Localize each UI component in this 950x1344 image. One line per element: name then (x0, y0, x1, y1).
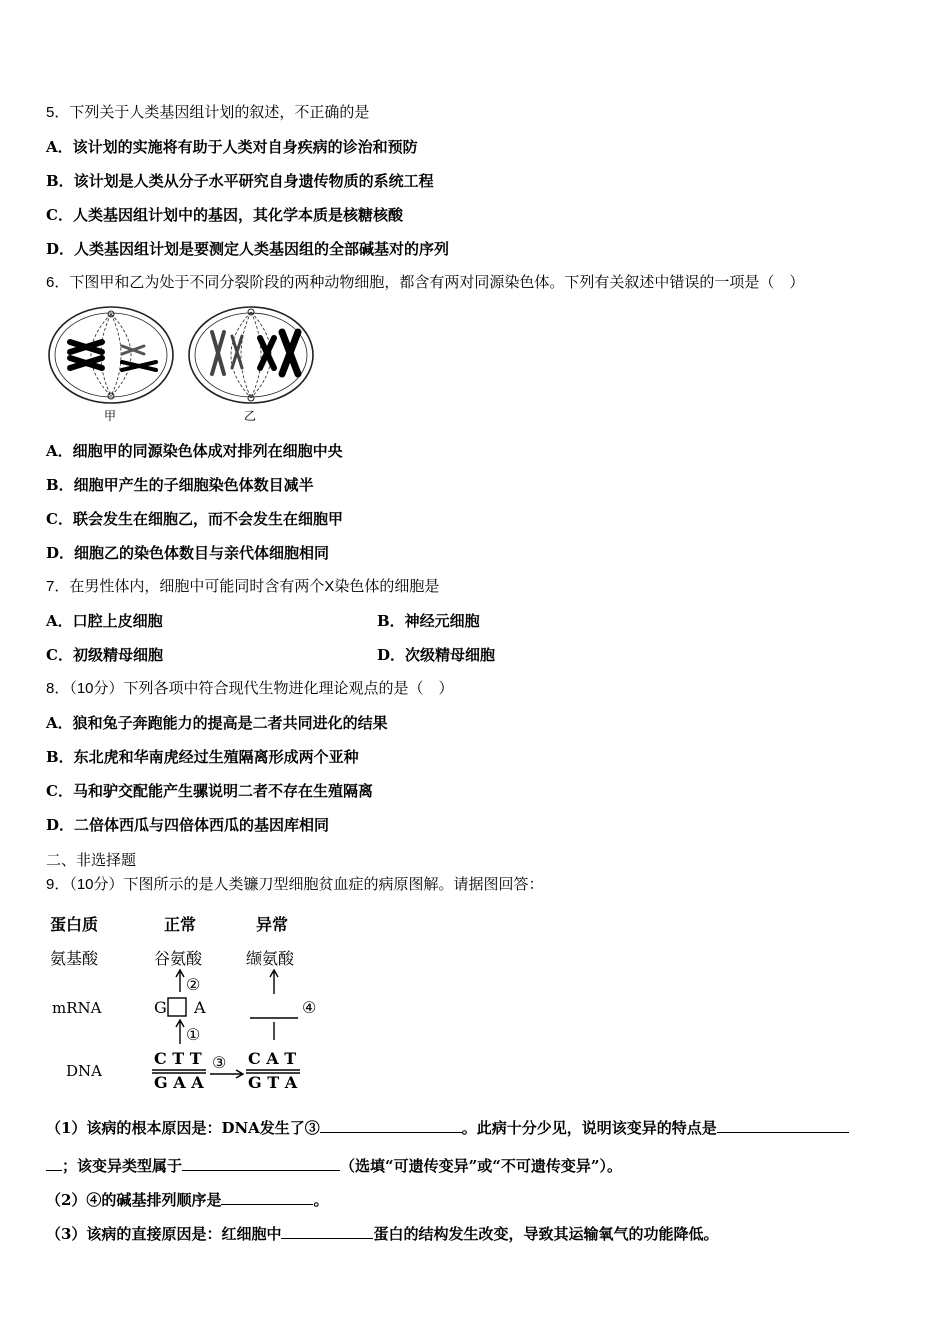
answer-blank-3[interactable] (182, 1155, 340, 1171)
q9-part3 (46, 1223, 718, 1244)
q9-part1-line2 (46, 1155, 622, 1176)
normal-amino: 谷氨酸 (154, 949, 203, 968)
q7-stem: 7．在男性体内，细胞中可能同时含有两个X染色体的细胞是 (46, 578, 440, 595)
q6-stem: 6．下图甲和乙为处于不同分裂阶段的两种动物细胞，都含有两对同源染色体。下列有关叙述中错误的一项是（ ） (46, 274, 805, 291)
mrna-right: A (194, 998, 206, 1017)
q9-p1c: ；该变异类型属于 (62, 1157, 183, 1175)
step1-label: ① (186, 1025, 201, 1044)
row-dna: DNA (66, 1062, 102, 1080)
col-protein: 蛋白质 (50, 915, 99, 934)
q5-stem: 5．下列关于人类基因组计划的叙述，不正确的是 (46, 104, 370, 121)
q9-sickle-cell-diagram (46, 908, 336, 1098)
q6-cell-figure (46, 302, 326, 426)
q9-p1a: （1）该病的根本原因是：DNA发生了③ (46, 1119, 320, 1137)
q6-option-c: C．联会发生在细胞乙，而不会发生在细胞甲 (46, 510, 343, 528)
mrna-blank-box (168, 998, 186, 1016)
row-mrna: mRNA (52, 999, 102, 1017)
q7-option-b: B．神经元细胞 (377, 612, 480, 630)
col-abnormal: 异常 (256, 915, 289, 934)
q9-p1d: （选填“可遗传变异”或“不可遗传变异”）。 (340, 1157, 623, 1175)
yi-chromosomes (212, 332, 298, 374)
dna-abnormal-bottom: G T A (248, 1073, 298, 1092)
answer-blank-1[interactable] (320, 1117, 462, 1133)
section-heading: 二、非选择题 (46, 851, 137, 869)
answer-blank-5[interactable] (281, 1223, 373, 1239)
step2-label: ② (186, 975, 201, 994)
abnormal-amino: 缬氨酸 (246, 949, 295, 968)
q9-p2a: （2）④的碱基排列顺序是 (46, 1191, 222, 1209)
q9-p2b: 。 (313, 1191, 329, 1209)
dna-abnormal-top: C A T (248, 1049, 297, 1068)
q9-stem: 9．（10分）下图所示的是人类镰刀型细胞贫血症的病原图解。请据图回答： (46, 876, 544, 893)
mrna-left: G (154, 998, 167, 1017)
dna-normal-top: C T T (154, 1049, 202, 1068)
q8-stem: 8．（10分）下列各项中符合现代生物进化理论观点的是（ ） (46, 680, 454, 697)
dna-normal-bottom: G A A (154, 1073, 204, 1092)
q6-option-a: A．细胞甲的同源染色体成对排列在细胞中央 (46, 442, 343, 460)
answer-blank-4[interactable] (221, 1189, 313, 1205)
q9-part1-line1 (46, 1117, 849, 1138)
row-amino: 氨基酸 (50, 949, 99, 968)
q8-option-a: A．狼和兔子奔跑能力的提高是二者共同进化的结果 (46, 714, 388, 732)
q9-part2 (46, 1189, 328, 1210)
step3-label: ③ (212, 1053, 227, 1072)
figure-label-yi: 乙 (244, 409, 257, 423)
q7-option-a: A．口腔上皮细胞 (46, 612, 163, 630)
q6-option-d: D．细胞乙的染色体数目与亲代体细胞相同 (46, 544, 330, 562)
q6-option-b: B．细胞甲产生的子细胞染色体数目减半 (46, 476, 314, 494)
q9-p3a: （3）该病的直接原因是：红细胞中 (46, 1225, 282, 1243)
q9-p1b: 。此病十分少见，说明该变异的特点是 (461, 1119, 717, 1137)
q8-option-b: B．东北虎和华南虎经过生殖隔离形成两个亚种 (46, 748, 359, 766)
q8-option-c: C．马和驴交配能产生骡说明二者不存在生殖隔离 (46, 782, 373, 800)
jia-chromosomes (70, 342, 156, 370)
answer-blank-2-cont[interactable] (46, 1155, 62, 1171)
q5-option-a: A．该计划的实施将有助于人类对自身疾病的诊治和预防 (46, 138, 418, 156)
step4-label: ④ (302, 998, 317, 1017)
cell-jia (49, 307, 173, 403)
col-normal: 正常 (164, 915, 197, 934)
q5-option-b: B．该计划是人类从分子水平研究自身遗传物质的系统工程 (46, 172, 434, 190)
q7-option-d: D．次级精母细胞 (377, 646, 496, 664)
answer-blank-2[interactable] (717, 1117, 849, 1133)
q8-option-d: D．二倍体西瓜与四倍体西瓜的基因库相同 (46, 816, 330, 834)
q5-option-c: C．人类基因组计划中的基因，其化学本质是核糖核酸 (46, 206, 403, 224)
q7-option-c: C．初级精母细胞 (46, 646, 163, 664)
q9-p3b: 蛋白的结构发生改变，导致其运输氧气的功能降低。 (373, 1225, 719, 1243)
figure-label-jia: 甲 (104, 409, 117, 423)
q5-option-d: D．人类基因组计划是要测定人类基因组的全部碱基对的序列 (46, 240, 450, 258)
